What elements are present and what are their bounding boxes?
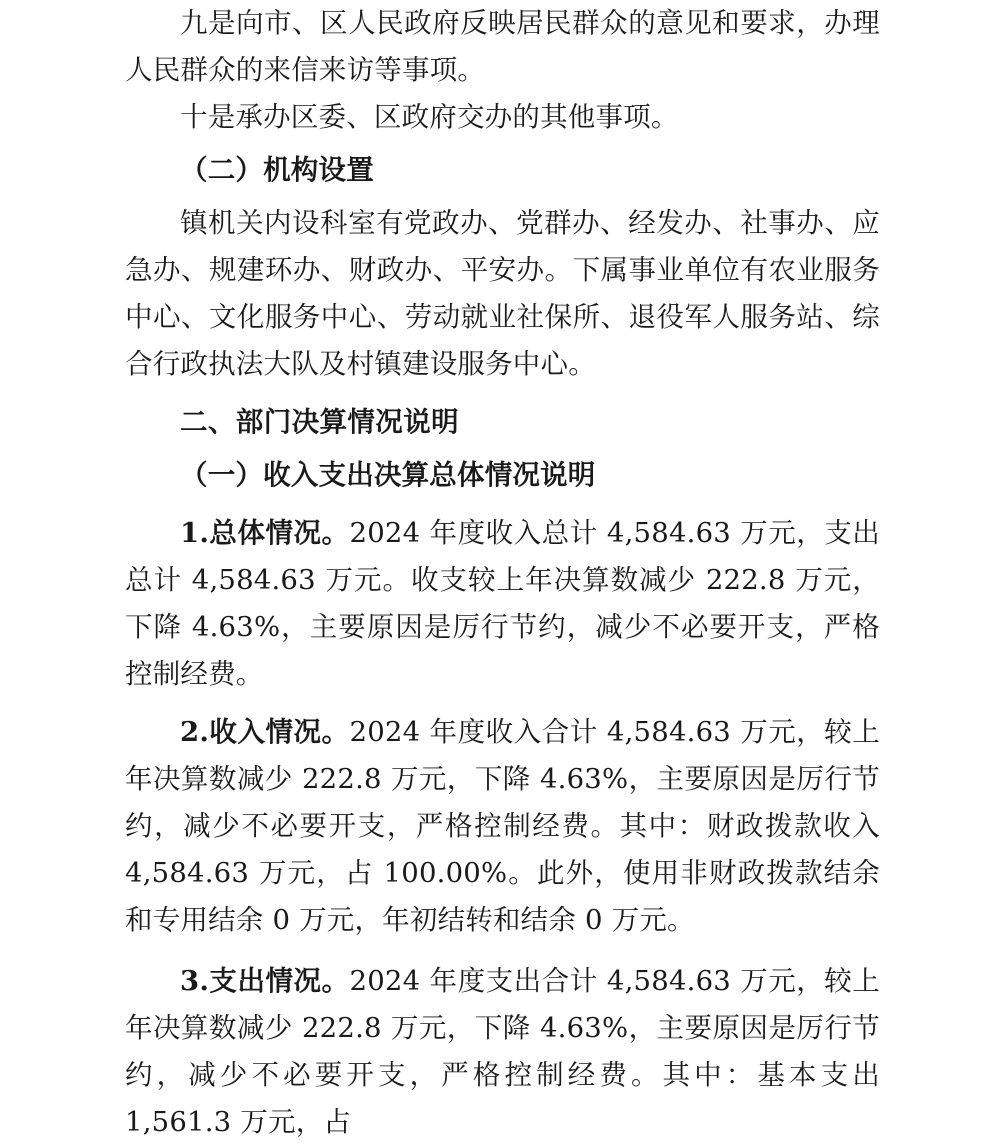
paragraph-org-detail: 镇机关内设科室有党政办、党群办、经发办、社事办、应急办、规建环办、财政办、平安办。下属事业单位有农业服务中心、文化服务中心、劳动就业社保所、退役军人服务站、综合行政执法大队及村镇建设服务中心。 <box>125 207 880 380</box>
subheading-income-expense: （一）收入支出决算总体情况说明 <box>180 459 596 491</box>
paragraph-body-expense: 2024 年度支出合计 4,584.63 万元，较上年决算数减少 222.8 万元，下降 4.63%，主要原因是厉行节约，减少不必要开支，严格控制经费。其中：基本支出 1,561.3 万元，占 <box>125 965 881 1138</box>
spacer <box>125 944 880 958</box>
paragraph-body-overall: 2024 年度收入总计 4,584.63 万元，支出总计 4,584.63 万元。收支较上年决算数减少 222.8 万元，下降 4.63%，主要原因是厉行节约，减少不必要开支，严格控制经费。 <box>125 517 881 690</box>
paragraph-item-nine: 九是向市、区人民政府反映居民群众的意见和要求，办理人民群众的来信来访等事项。 <box>125 7 880 86</box>
paragraph-lead-expense: 3.支出情况。 <box>180 965 350 997</box>
spacer <box>125 499 880 510</box>
paragraph-lead-income: 2.收入情况。 <box>180 716 350 748</box>
paragraph-expense-situation <box>125 958 880 1146</box>
heading-section-two: 二、部门决算情况说明 <box>180 406 459 438</box>
subheading-org-setup: （二）机构设置 <box>180 154 374 186</box>
spacer <box>125 388 880 399</box>
paragraph-item-ten: 十是承办区委、区政府交办的其他事项。 <box>180 101 679 133</box>
spacer <box>125 698 880 709</box>
paragraph-lead-overall: 1.总体情况。 <box>180 517 350 549</box>
paragraph-income-situation <box>125 709 880 944</box>
paragraph-overall-situation <box>125 510 880 698</box>
paragraph-body-income: 2024 年度收入合计 4,584.63 万元，较上年决算数减少 222.8 万元，下降 4.63%，主要原因是厉行节约，减少不必要开支，严格控制经费。其中：财政拨款收入 4,584.63 万元，占 100.00%。此外，使用非财政拨款结余和专用结余 0 万元，年初结转和结余 0 万元。 <box>125 716 881 936</box>
